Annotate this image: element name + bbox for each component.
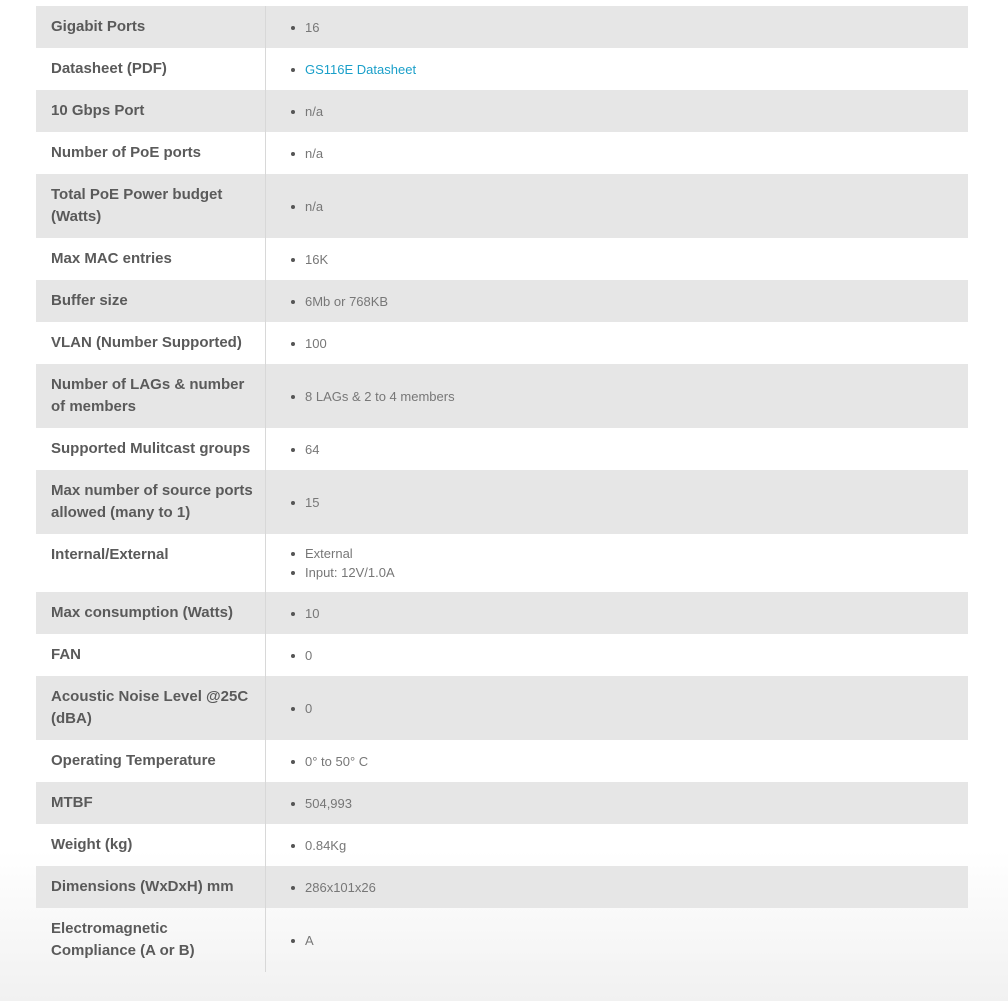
spec-label: Electromagnetic Compliance (A or B) [36,908,266,972]
spec-row-poe-budget [36,174,968,238]
spec-value-item: n/a [289,197,968,216]
spec-row-multicast-groups [36,428,968,470]
spec-value-item: 0° to 50° C [289,752,968,771]
spec-row-emc [36,908,968,972]
spec-label: 10 Gbps Port [36,90,266,132]
spec-value [266,470,968,534]
spec-row-gigabit-ports [36,6,968,48]
spec-value-item: 0.84Kg [289,836,968,855]
spec-row-mac-entries [36,238,968,280]
spec-label: Dimensions (WxDxH) mm [36,866,266,908]
spec-row-dimensions [36,866,968,908]
spec-value [266,824,968,866]
spec-label: Supported Mulitcast groups [36,428,266,470]
spec-value [266,782,968,824]
spec-value [266,908,968,972]
spec-label: VLAN (Number Supported) [36,322,266,364]
spec-value [266,676,968,740]
spec-value-item: External [289,544,968,563]
spec-row-poe-ports [36,132,968,174]
spec-value-item: 100 [289,334,968,353]
spec-label: Number of PoE ports [36,132,266,174]
spec-value [266,428,968,470]
spec-label: Weight (kg) [36,824,266,866]
spec-value-item: 15 [289,493,968,512]
spec-label: Total PoE Power budget (Watts) [36,174,266,238]
spec-value [266,238,968,280]
spec-value-item: 16 [289,18,968,37]
spec-row-operating-temperature [36,740,968,782]
spec-value [266,90,968,132]
spec-row-max-consumption [36,592,968,634]
spec-value [266,592,968,634]
spec-row-fan [36,634,968,676]
spec-value [266,48,968,90]
spec-value-item [289,60,968,79]
spec-label: Buffer size [36,280,266,322]
spec-value [266,534,968,592]
spec-label: Acoustic Noise Level @25C (dBA) [36,676,266,740]
spec-label: Max number of source ports allowed (many to 1) [36,470,266,534]
spec-row-mtbf [36,782,968,824]
spec-value [266,280,968,322]
spec-label: FAN [36,634,266,676]
datasheet-link[interactable]: GS116E Datasheet [305,61,417,77]
spec-value-item: 0 [289,646,968,665]
spec-value [266,6,968,48]
spec-row-source-ports [36,470,968,534]
spec-label: Number of LAGs & number of members [36,364,266,428]
spec-value [266,634,968,676]
spec-label: Gigabit Ports [36,6,266,48]
spec-label: Operating Temperature [36,740,266,782]
spec-value [266,322,968,364]
spec-row-datasheet [36,48,968,90]
spec-value [266,132,968,174]
spec-value-item: 64 [289,440,968,459]
spec-value-item: 504,993 [289,794,968,813]
spec-row-buffer-size [36,280,968,322]
spec-label: Max consumption (Watts) [36,592,266,634]
spec-value-item: n/a [289,102,968,121]
spec-row-vlan [36,322,968,364]
spec-value-item: 8 LAGs & 2 to 4 members [289,387,968,406]
spec-row-10gbps-port [36,90,968,132]
spec-label: Max MAC entries [36,238,266,280]
spec-value-item: 10 [289,604,968,623]
spec-value-item: 6Mb or 768KB [289,292,968,311]
spec-row-power-supply [36,534,968,592]
spec-value [266,364,968,428]
spec-value [266,740,968,782]
spec-table [36,6,968,972]
spec-value-item: n/a [289,144,968,163]
spec-label: MTBF [36,782,266,824]
spec-row-lags [36,364,968,428]
spec-value [266,866,968,908]
spec-row-weight [36,824,968,866]
spec-value-item: 0 [289,699,968,718]
spec-value-item: 286x101x26 [289,878,968,897]
spec-row-acoustic-noise [36,676,968,740]
spec-value-item: 16K [289,250,968,269]
spec-value-item: A [289,931,968,950]
spec-label: Datasheet (PDF) [36,48,266,90]
spec-value-item: Input: 12V/1.0A [289,563,968,582]
spec-label: Internal/External [36,534,266,592]
spec-value [266,174,968,238]
